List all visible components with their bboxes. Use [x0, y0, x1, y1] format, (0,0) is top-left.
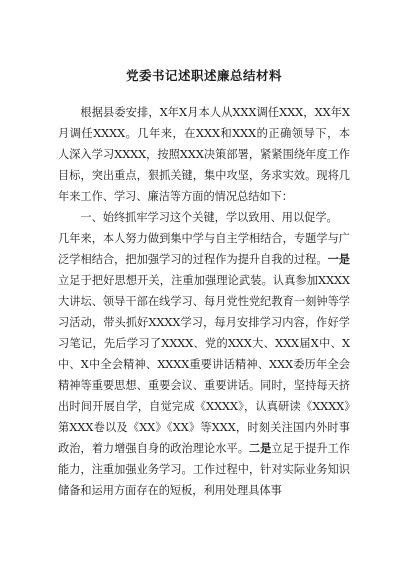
- point-two-label: 二是: [248, 441, 272, 455]
- learning-paragraph: [58, 228, 350, 501]
- document-title: 党委书记述职述廉总结材料: [125, 68, 282, 83]
- document-body: [58, 102, 350, 501]
- point-one-text: 立足于把好思想开关，注重加强理论武装。认真参加XXXX大讲坛、领导干部在线学习、每月党性党纪教育一刻钟等学习活动，带头抓好XXXX学习，每月安排学习内容，作好学习笔记，先后学习了XXXX、党的XXX大、XXX届X中、X中、X中全会精神、XXXX重要讲话精神、XXX委历年全会精神等重要思想、重要会议、重要讲话。同时，坚持每天挤出时间开展自学，自觉完成《XXXX》，认真研读《XXXX》第XXX卷以及《XX》《XX》等XXX，时刻关注国内外时事政治，着力增强自身的政治理论水平。: [58, 274, 350, 455]
- section-heading: 一、始终抓牢学习这个关键，学以致用、用以促学。: [80, 211, 338, 224]
- learning-paragraph-intro: 几年来，本人努力做到集中学与自主学相结合，专题学与广泛学相结合，把加强学习的过程作为提升自我的过程。: [58, 232, 350, 266]
- intro-paragraph: 根据县委安排，X年X月本人从XXX调任XXX，XX年X月调任XXXX。几年来，在XXX和XXX的正确领导下，本人深入学习XXXX，按照XXX决策部署，紧紧围绕年度工作目标，突出重点，狠抓关键，集中攻坚，务求实效。现将几年来工作、学习、廉洁等方面的情况总结如下：: [58, 106, 350, 203]
- point-one-label: 一是: [327, 252, 350, 266]
- point-two-text: 立足于提升工作能力，注重加强业务学习。工作过程中，针对实际业务知识储备和运用方面存在的短板，利用处理具体事: [58, 442, 350, 497]
